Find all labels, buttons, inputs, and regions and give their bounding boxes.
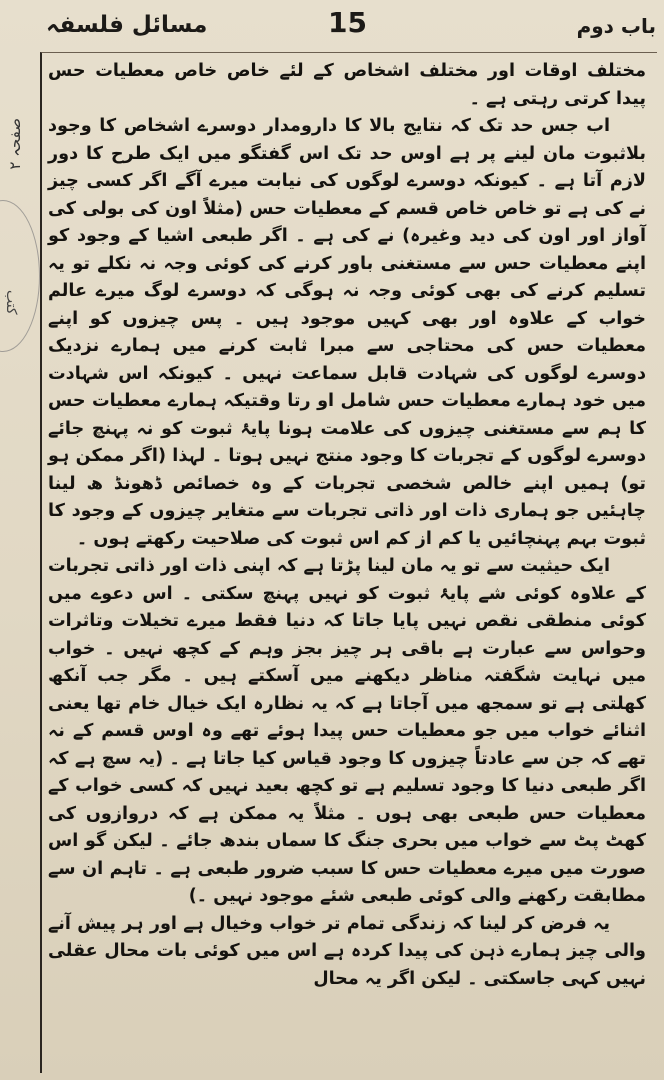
- margin-note-secondary: کتب: [3, 290, 19, 315]
- margin-stamp: [0, 200, 40, 352]
- book-title: مسائل فلسفہ: [46, 12, 208, 38]
- paragraph-4: یہ فرض کر لینا کہ زندگی تمام تر خواب وخیال ہے اور ہر پیش آنے والی چیز ہمارے ذہن کی پیدا کردہ ہے اس میں کوئی بات محال عقلی نہیں کہی جاسکتی ۔ لیکن اگر یہ محال: [48, 913, 646, 989]
- margin-note: صفحہ ۲: [6, 118, 24, 170]
- page-header: [40, 2, 664, 48]
- body-text: [48, 58, 646, 1074]
- page-number: 15: [328, 6, 367, 39]
- paragraph-2: اب جس حد تک کہ نتایج بالا کا دارومدار دوسرے اشخاص کا وجود بلاثبوت مان لینے پر ہے اوس حد تک اس گفتگو میں ایک طرح کا دور لازم آتا ہے ۔ کیونکہ دوسرے لوگوں کی نیابت میرے آگے اگر کسی چیز نے کی ہے تو خاص خاص قسم کے معطیات حس (مثلاً اون کی بولی کی آواز اور اون کی دید وغیرہ) نے کی ہے ۔ اگر طبعی اشیا کے وجود کو اپنے معطیات حس سے مستغنی باور کرنے کی کوئی وجہ نہ نکلے تو یہ تسلیم کرنے کی بھی کوئی وجہ نہ ہوگی کہ دوسرے لوگ میرے عالم خواب کے علاوہ اور بھی کہیں موجود ہیں ۔ پس چیزوں کو اپنے معطیات حس کی محتاجی سے مبرا ثابت کرنے میں ہمارے نزدیک دوسرے لوگوں کی شہادت قابل سماعت نہیں ۔ کیونکہ اس شہادت میں خود ہمارے معطیات حس شامل او رتا وقتیکہ ہمارے معطیات حس کا ہم سے مستغنی چیزوں کی علامت ہونا پایۂ ثبوت کو نہ پہنچ جائے دوسرے لوگوں کے تجربات کا وجود منتج نہیں ہوتا ۔ لہذا (اگر ممکن ہو تو) ہمیں اپنے خالص شخصی تجربات کے وہ خصائص ڈھونڈ ھ لینا چاہئیں جو ہماری ذات اور ذاتی تجربات سے متغایر چیزوں کے وجود کا ثبوت بہم پہنچائیں یا کم از کم اس ثبوت کی صلاحیت رکھتے ہوں ۔: [48, 116, 646, 549]
- paragraph-3: ایک حیثیت سے تو یہ مان لینا پڑتا ہے کہ اپنی ذات اور ذاتی تجربات کے علاوہ کوئی شے پایۂ ثبوت کو نہیں پہنچ سکتی ۔ اس دعوے میں کوئی منطقی نقص نہیں پایا جاتا کہ دنیا فقط میرے تخیلات وتاثرات وحواس سے عبارت ہے باقی ہر چیز بجز وہم کے کچھ نہیں ۔ خواب میں نہایت شگفتہ مناظر دیکھنے میں آسکتے ہیں ۔ مگر جب آنکھ کھلتی ہے تو سمجھ میں آجاتا ہے کہ یہ نظارہ ایک خیال خام تھا یعنی اثنائے خواب میں جو معطیات حس پیدا ہوئے تھے وہ اوس قسم کے نہ تھے کہ جن سے عادتاً چیزوں کا وجود قیاس کیا جاتا ہے ۔ (یہ سچ ہے کہ اگر طبعی دنیا کا وجود تسلیم ہے تو کچھ بعید نہیں کہ کسی خواب کے معطیات حس طبعی بھی ہوں ۔ مثلاً یہ ممکن ہے کہ دروازوں کی کھٹ پٹ سے خواب میں بحری جنگ کا سماں بندھ جائے ۔ لیکن گو اس صورت میں میرے معطیات حس کا سبب ضرور طبعی ہے ۔ تاہم ان سے مطابقت رکھنے والی کوئی طبعی شئے موجود نہیں ۔): [48, 556, 646, 906]
- chapter-heading: باب دوم: [576, 14, 656, 38]
- paragraph-1: مختلف اوقات اور مختلف اشخاص کے لئے خاص خاص معطیات حس پیدا کرتی رہتی ہے ۔: [48, 61, 646, 109]
